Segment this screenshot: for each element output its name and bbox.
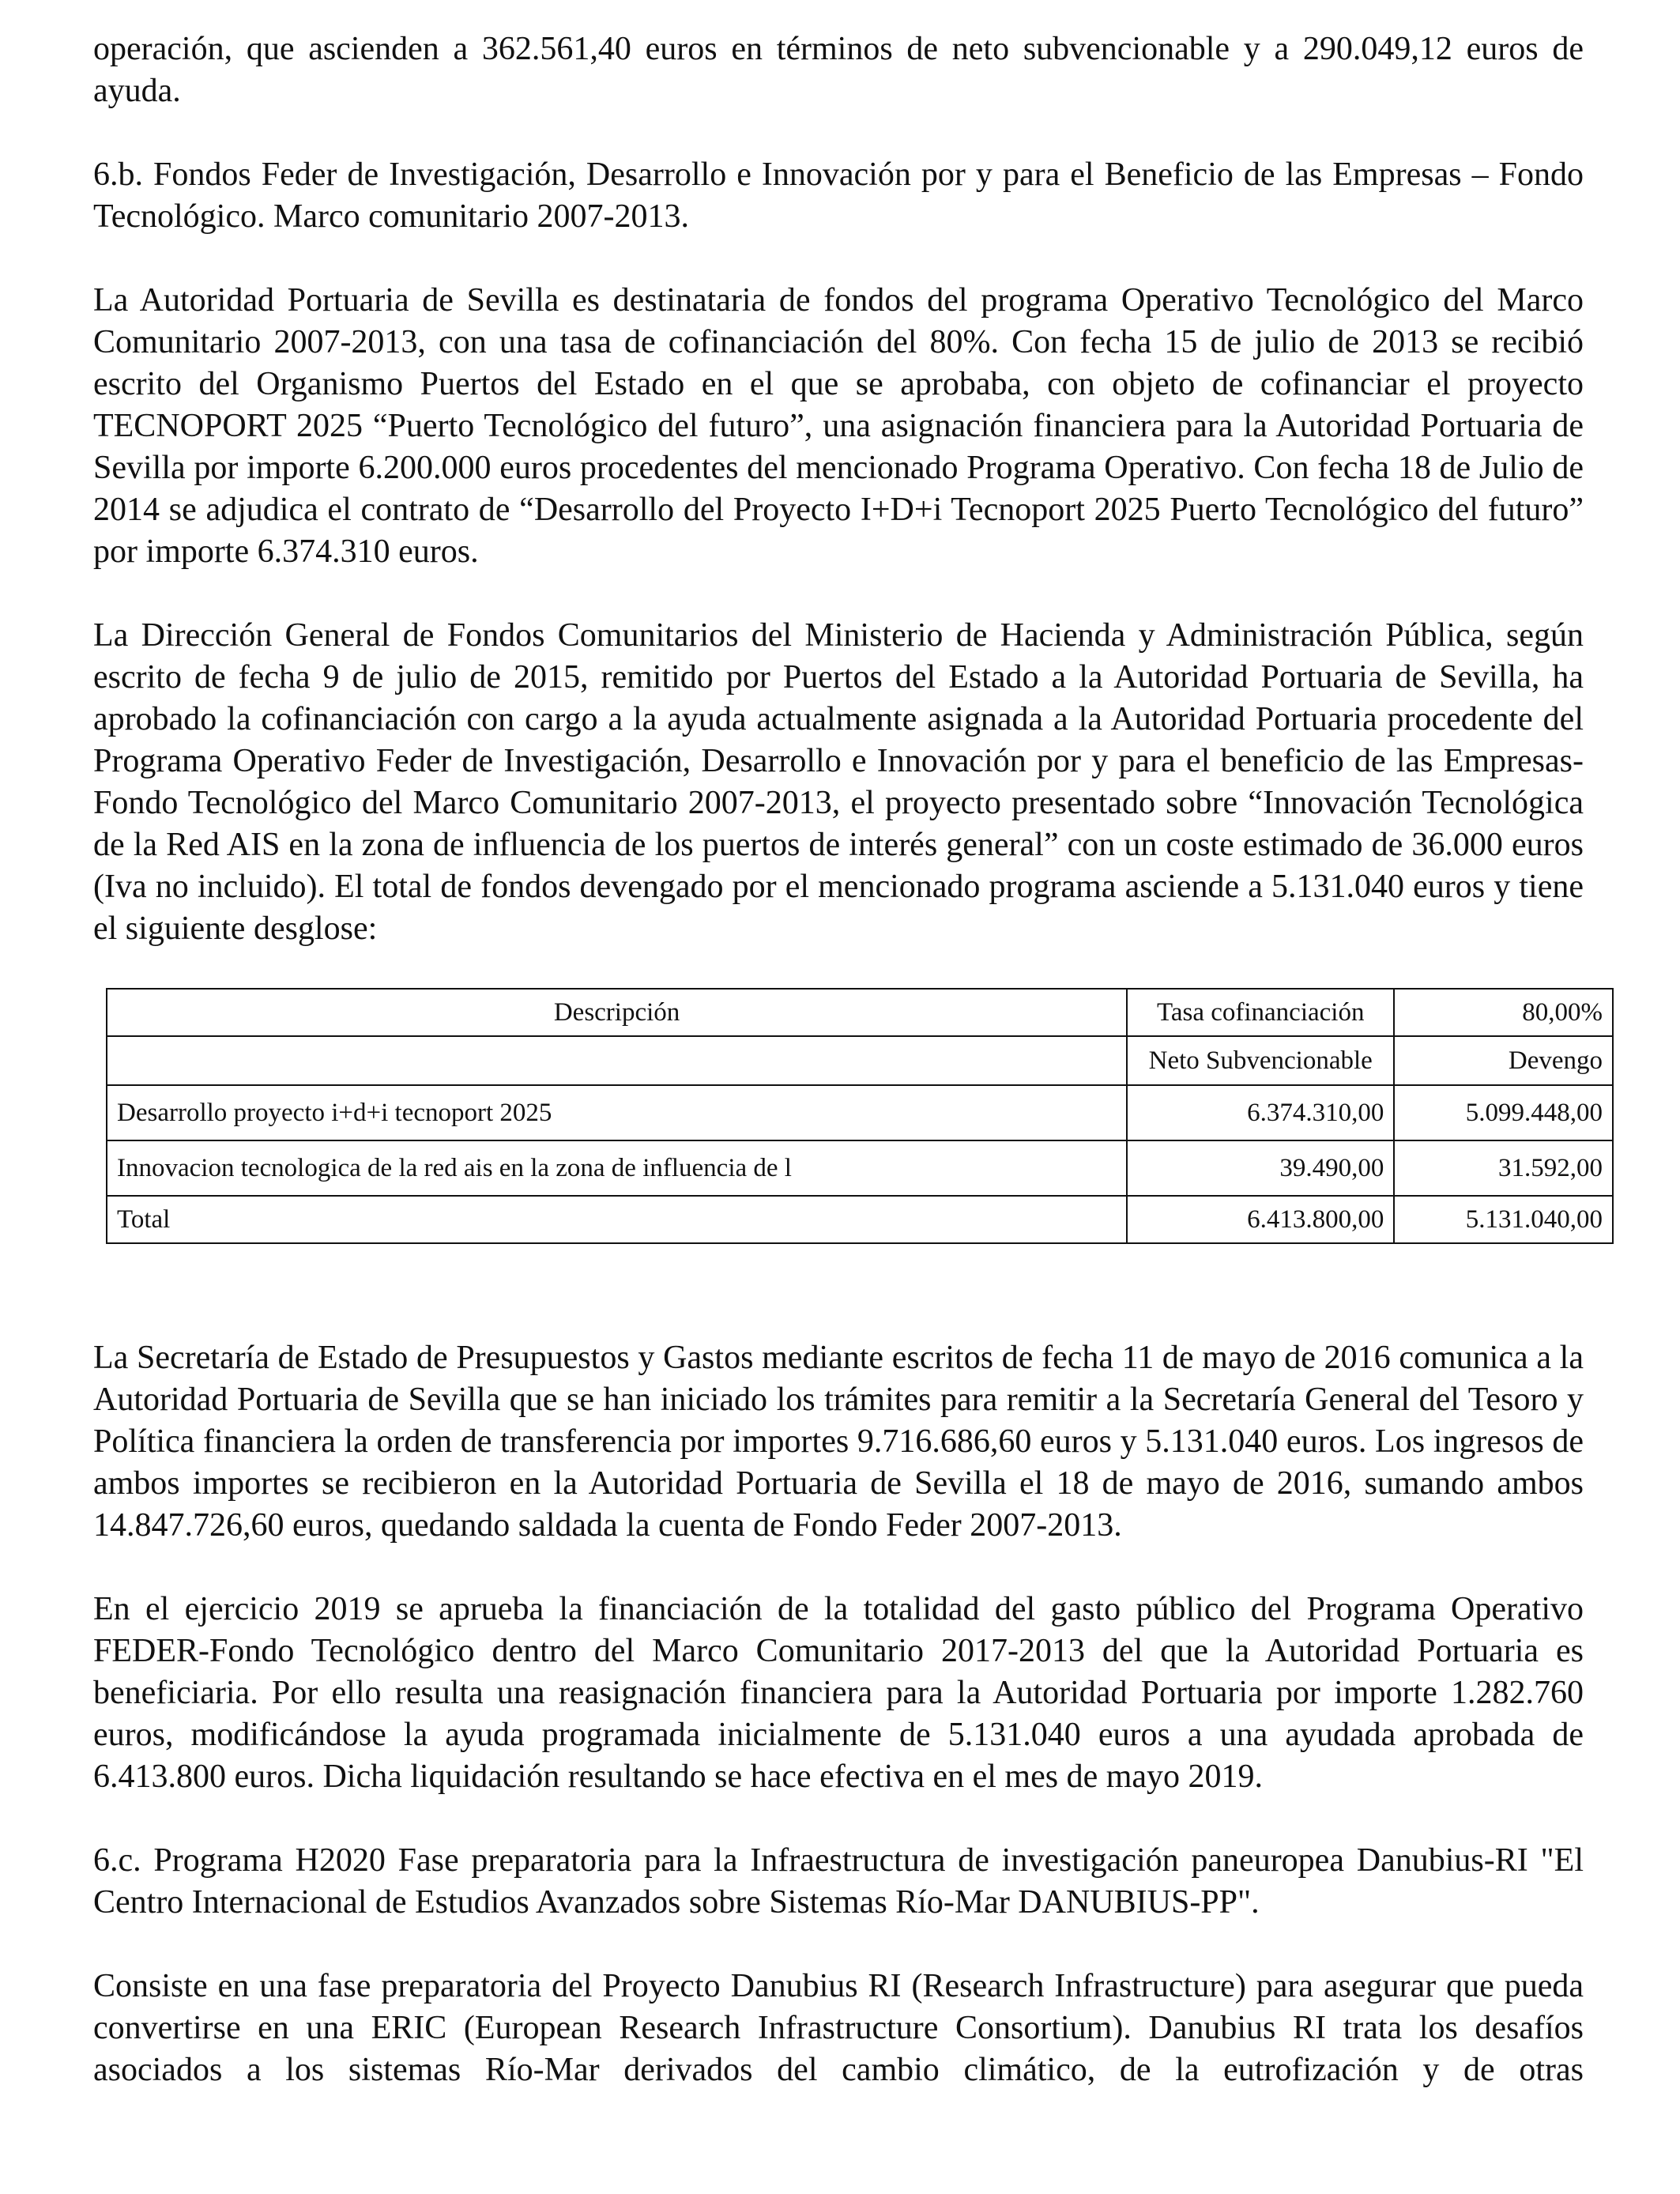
paragraph-ayuda-operacion: operación, que ascienden a 362.561,40 euros en términos de neto subvencionable y a 290.049,12 euros de ayuda. (93, 31, 1584, 109)
subheader-devengo: Devengo (1394, 1036, 1613, 1085)
row-neto: 6.374.310,00 (1127, 1085, 1394, 1140)
total-neto: 6.413.800,00 (1127, 1196, 1394, 1243)
paragraph-secretaria-estado: La Secretaría de Estado de Presupuestos y Gastos mediante escritos de fecha 11 de mayo de 2016 comunica a la Autoridad Portuaria de Sevilla que se han iniciado los trámites para remitir a la Secretaría General del Tesoro y Política financiera la orden de transferencia por importes 9.716.686,60 euros y 5.131.040 euros. Los ingresos de ambos importes se recibieron en la Autoridad Portuaria de Sevilla el 18 de mayo de 2016, sumando ambos 14.847.726,60 euros, quedando saldada la cuenta de Fondo Feder 2007-2013. (93, 1340, 1584, 1544)
paragraph-ejercicio-2019: En el ejercicio 2019 se aprueba la financiación de la totalidad del gasto público del Programa Operativo FEDER-Fondo Tecnológico dentro del Marco Comunitario 2017-2013 del que la Autoridad Portuaria es beneficiaria. Por ello resulta una reasignación financiera para la Autoridad Portuaria por importe 1.282.760 euros, modificándose la ayuda programada inicialmente de 5.131.040 euros a una ayudada aprobada de 6.413.800 euros. Dicha liquidación resultando se hace efectiva en el mes de mayo 2019. (93, 1591, 1584, 1795)
paragraph-danubius: Consiste en una fase preparatoria del Proyecto Danubius RI (Research Infrastructure) para asegurar que pueda convertirse en una ERIC (European Research Infrastructure Consortium). Danubius RI trata los desafíos asociados a los sistemas Río-Mar derivados del cambio climático, de la eutrofización y de otras (93, 1968, 1584, 2088)
header-tasa-label: Tasa cofinanciación (1127, 989, 1394, 1036)
paragraph-direccion-general: La Dirección General de Fondos Comunitarios del Ministerio de Hacienda y Administración Pública, según escrito de fecha 9 de julio de 2015, remitido por Puertos del Estado a la Autoridad Portuaria de Sevilla, ha aprobado la cofinanciación con cargo a la ayuda actualmente asignada a la Autoridad Portuaria procedente del Programa Operativo Feder de Investigación, Desarrollo e Innovación por y para el beneficio de las Empresas-Fondo Tecnológico del Marco Comunitario 2007-2013, el proyecto presentado sobre “Innovación Tecnológica de la Red AIS en la zona de influencia de los puertos de interés general” con un coste estimado de 36.000 euros (Iva no incluido). El total de fondos devengado por el mencionado programa asciende a 5.131.040 euros y tiene el siguiente desglose: (93, 617, 1584, 947)
desglose-table (106, 988, 1614, 1244)
paragraph-tecnoport: La Autoridad Portuaria de Sevilla es destinataria de fondos del programa Operativo Tecnológico del Marco Comunitario 2007-2013, con una tasa de cofinanciación del 80%. Con fecha 15 de julio de 2013 se recibió escrito del Organismo Puertos del Estado en el que se aprobaba, con objeto de cofinanciar el proyecto TECNOPORT 2025 “Puerto Tecnológico del futuro”, una asignación financiera para la Autoridad Portuaria de Sevilla por importe 6.200.000 euros procedentes del mencionado Programa Operativo. Con fecha 18 de Julio de 2014 se adjudica el contrato de “Desarrollo del Proyecto I+D+i Tecnoport 2025 Puerto Tecnológico del futuro” por importe 6.374.310 euros. (93, 282, 1584, 570)
table-total-row (107, 1196, 1613, 1243)
subheader-neto: Neto Subvencionable (1127, 1036, 1394, 1085)
subheader-descripcion (107, 1036, 1127, 1085)
row-devengo: 5.099.448,00 (1394, 1085, 1613, 1140)
header-descripcion: Descripción (107, 989, 1127, 1036)
row-neto: 39.490,00 (1127, 1140, 1394, 1196)
table-header-row (107, 989, 1613, 1036)
document-page (93, 28, 1603, 2091)
table-subheader-row (107, 1036, 1613, 1085)
total-devengo: 5.131.040,00 (1394, 1196, 1613, 1243)
table-row (107, 1085, 1613, 1140)
row-devengo: 31.592,00 (1394, 1140, 1613, 1196)
row-descripcion: Desarrollo proyecto i+d+i tecnoport 2025 (107, 1085, 1127, 1140)
section-heading-6b: 6.b. Fondos Feder de Investigación, Desarrollo e Innovación por y para el Beneficio de las Empresas – Fondo Tecnológico. Marco comunitario 2007-2013. (93, 156, 1584, 235)
header-tasa-value: 80,00% (1394, 989, 1613, 1036)
total-label: Total (107, 1196, 1127, 1243)
row-descripcion: Innovacion tecnologica de la red ais en la zona de influencia de l (107, 1140, 1127, 1196)
section-heading-6c: 6.c. Programa H2020 Fase preparatoria para la Infraestructura de investigación paneuropea Danubius-RI "El Centro Internacional de Estudios Avanzados sobre Sistemas Río-Mar DANUBIUS-PP". (93, 1842, 1584, 1921)
table-row (107, 1140, 1613, 1196)
